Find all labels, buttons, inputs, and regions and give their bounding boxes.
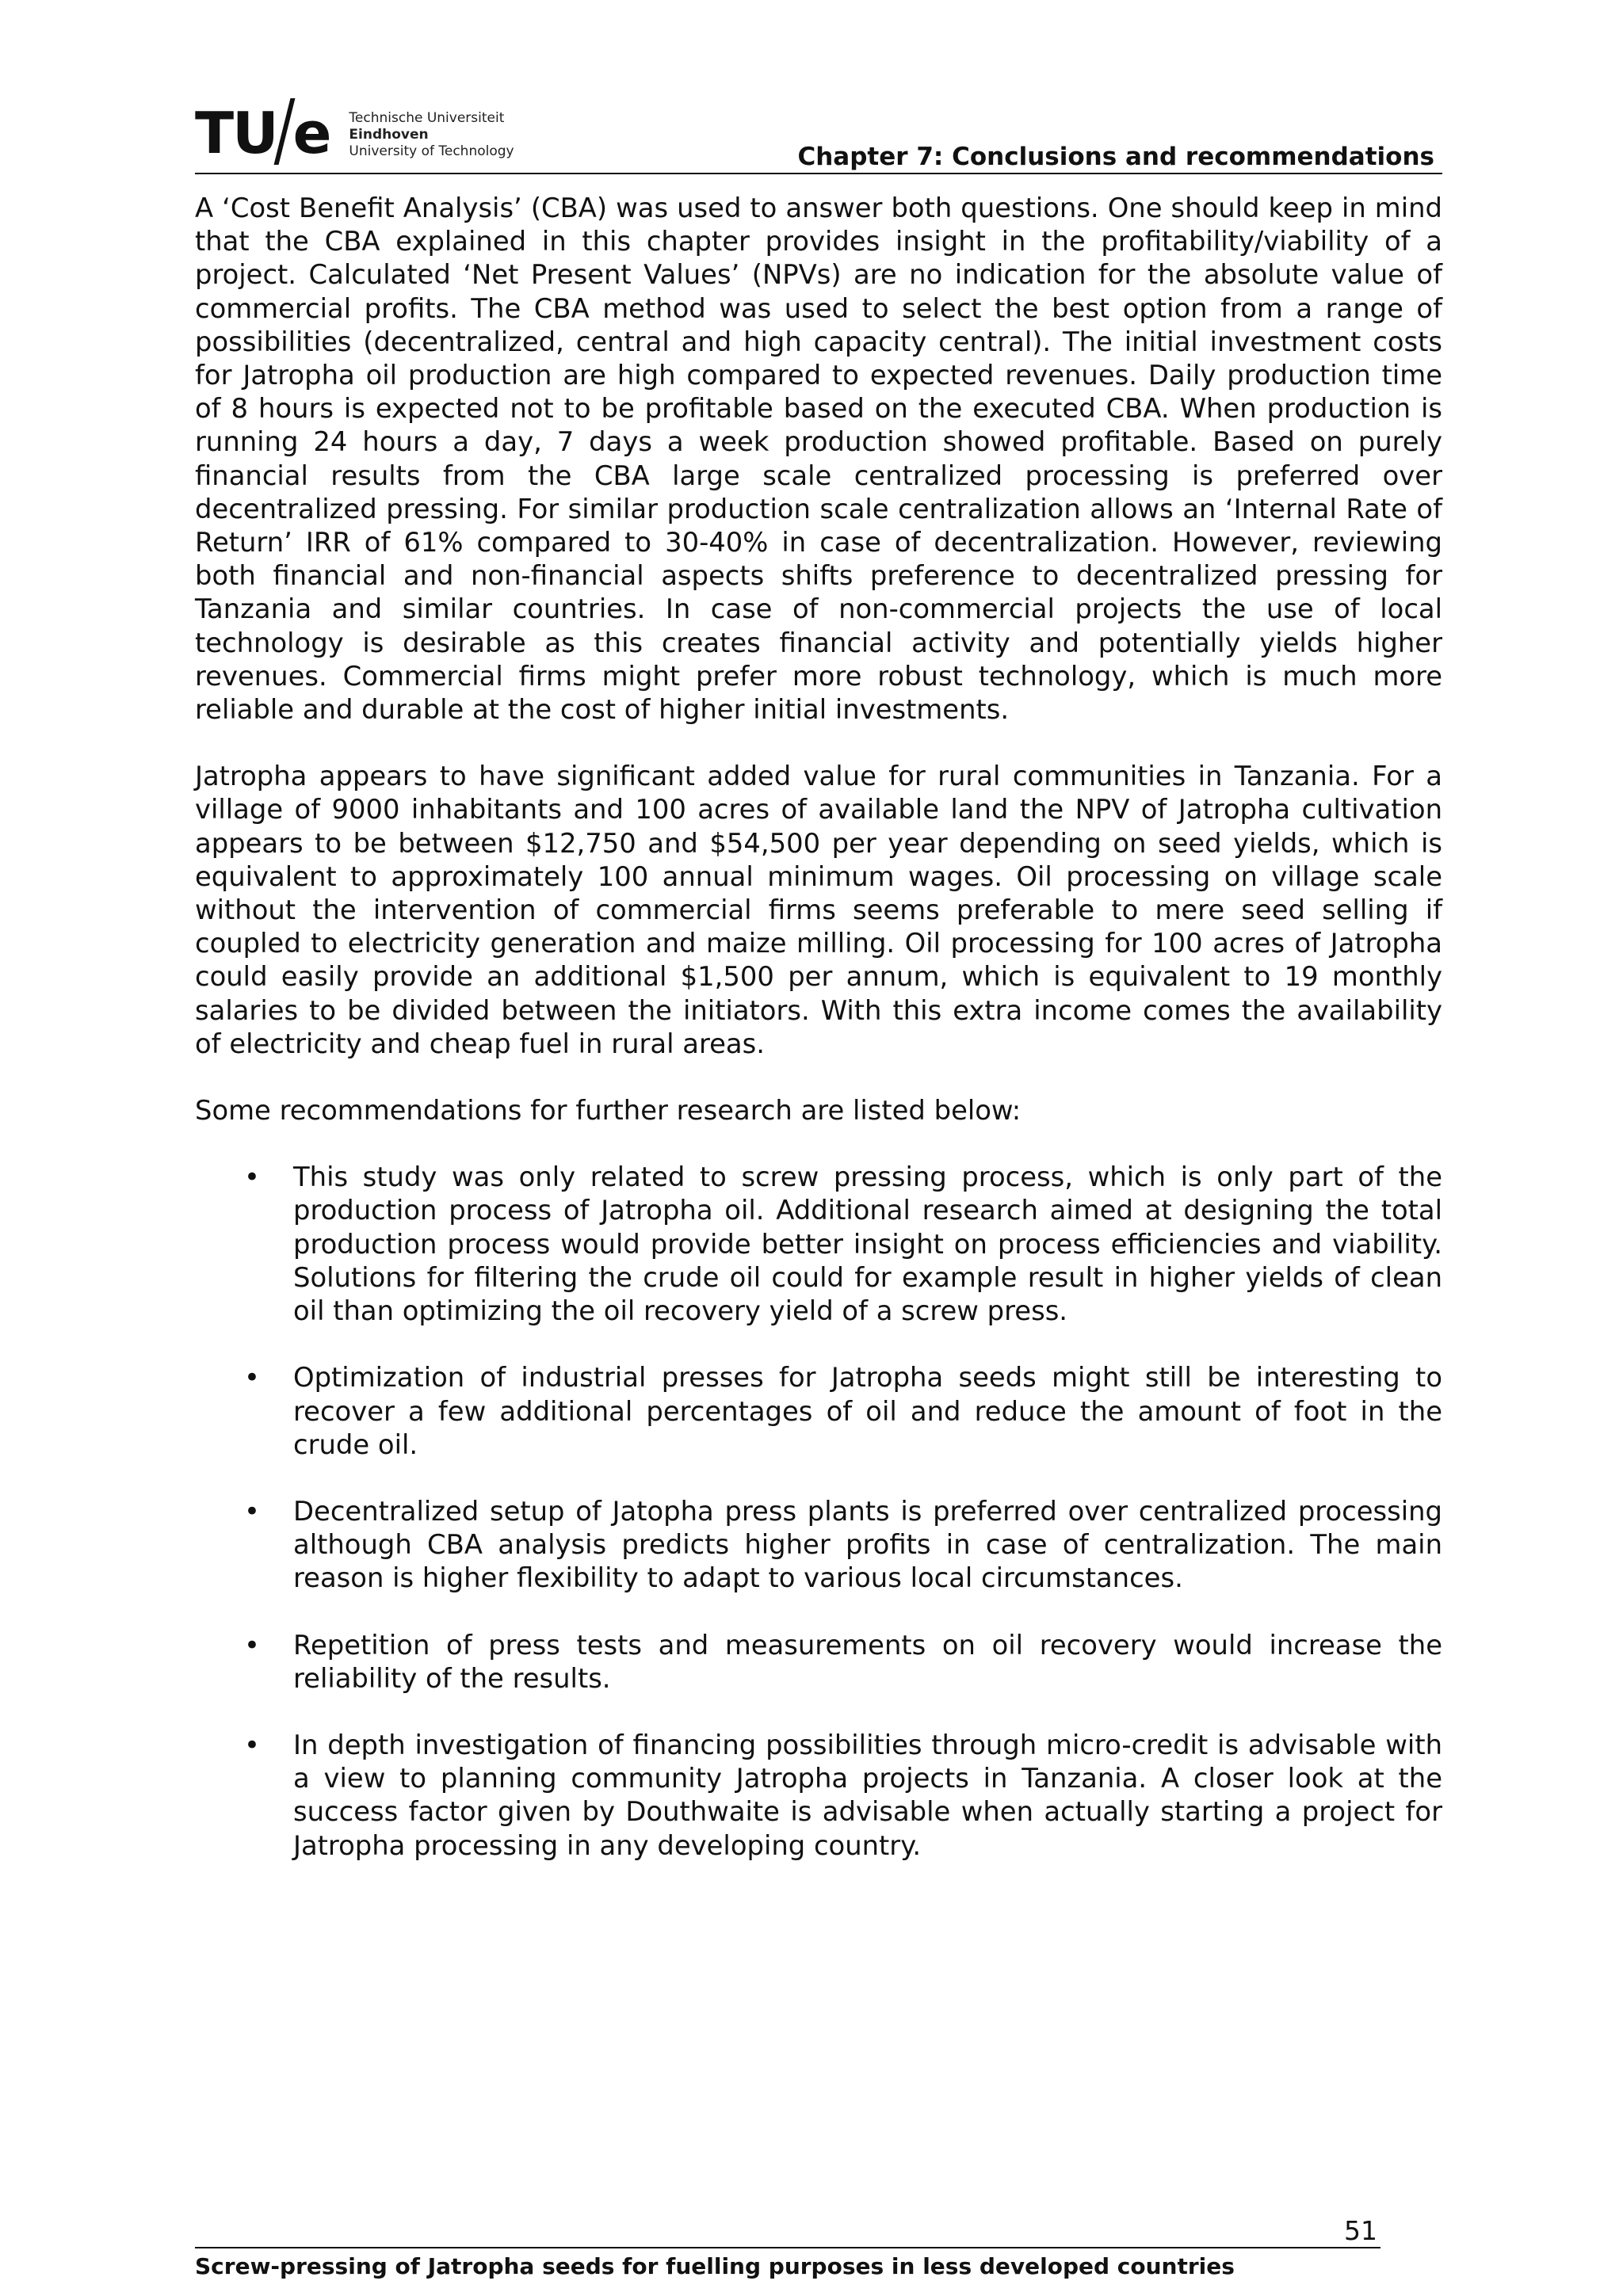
footer-rule — [195, 2247, 1381, 2248]
logo-line-3: University of Technology — [349, 143, 514, 159]
logo-text — [349, 110, 514, 162]
logo-mark-tu: TU — [195, 100, 277, 166]
bullet-icon: • — [244, 1729, 260, 1760]
logo-line-1: Technische Universiteit — [349, 110, 505, 126]
header-rule — [195, 173, 1442, 174]
bullet-icon: • — [244, 1629, 260, 1661]
list-item — [195, 1161, 1442, 1328]
list-item — [195, 1495, 1442, 1596]
chapter-title: Chapter 7: Conclusions and recommendations — [797, 143, 1434, 171]
recommendation-text: Repetition of press tests and measurements on oil recovery would increase the reliability of the results. — [293, 1629, 1442, 1694]
recommendations-intro: Some recommendations for further research are listed below: — [195, 1095, 1022, 1127]
page-number: 51 — [1344, 2215, 1377, 2246]
list-item — [195, 1361, 1442, 1462]
logo-line-2: Eindhoven — [349, 127, 429, 143]
recommendation-text: This study was only related to screw pressing process, which is only part of the production process of Jatropha oil. Additional research aimed at designing the total production process would provide better insight on process efficiencies and viability. Solutions for filtering the crude oil could for example result in higher yields of clean oil than optimizing the oil recovery yield of a screw press. — [293, 1161, 1442, 1327]
logo-mark-e: e — [292, 100, 330, 166]
list-item — [195, 1629, 1442, 1695]
body-content — [195, 192, 1442, 1896]
bullet-icon: • — [244, 1362, 260, 1394]
bullet-icon: • — [244, 1161, 260, 1193]
recommendation-text: Optimization of industrial presses for Jatropha seeds might still be interesting to recover a few additional percentages of oil and reduce the amount of foot in the crude oil. — [293, 1362, 1442, 1460]
tue-logo — [195, 98, 514, 166]
recommendation-text: In depth investigation of financing possibilities through micro-credit is advisable with a view to planning community Jatropha projects in Tanzania. A closer look at the success factor given by Douthwaite is advisable when actually starting a project for Jatropha processing in any developing country. — [293, 1729, 1442, 1861]
paragraph-rural-value: Jatropha appears to have significant added value for rural communities in Tanzania. For a village of 9000 inhabitants and 100 acres of available land the NPV of Jatropha cultivation appears to be between $12,750 and $54,500 per year depending on seed yields, which is equivalent to approximately 100 annual minimum wages. Oil processing on village scale without the intervention of commercial firms seems preferable to mere seed selling if coupled to electricity generation and maize milling. Oil processing for 100 acres of Jatropha could easily provide an additional $1,500 per annum, which is equivalent to 19 monthly salaries to be divided between the initiators. With this extra income comes the availability of electricity and cheap fuel in rural areas. — [195, 761, 1442, 1059]
bullet-icon: • — [244, 1495, 260, 1527]
recommendation-text: Decentralized setup of Jatopha press plants is preferred over centralized processing although CBA analysis predicts higher profits in case of centralization. The main reason is higher flexibility to adapt to various local circumstances. — [293, 1495, 1442, 1594]
footer-title: Screw-pressing of Jatropha seeds for fuelling purposes in less developed countries — [195, 2253, 1235, 2279]
paragraph-cba: A ‘Cost Benefit Analysis’ (CBA) was used to answer both questions. One should keep in mind that the CBA explained in this chapter provides insight in the profitability/viability of a project. Calculated ‘Net Present Values’ (NPVs) are no indication for the absolute value of commercial profits. The CBA method was used to select the best option from a range of possibilities (decentralized, central and high capacity central). The initial investment costs for Jatropha oil production are high compared to expected revenues. Daily production time of 8 hours is expected not to be profitable based on the executed CBA. When production is running 24 hours a day, 7 days a week production showed profitable. Based on purely financial results from the CBA large scale centralized processing is preferred over decentralized pressing. For similar production scale centralization allows an ‘Internal Rate of Return’ IRR of 61% compared to 30-40% in case of decentralization. However, reviewing both financial and non-financial aspects shifts preference to decentralized pressing for Tanzania and similar countries. In case of non-commercial projects the use of local technology is desirable as this creates financial activity and potentially yields higher revenues. Commercial firms might prefer more robust technology, which is much more reliable and durable at the cost of higher initial investments. — [195, 193, 1442, 726]
recommendations-list — [195, 1161, 1442, 1862]
list-item — [195, 1729, 1442, 1863]
